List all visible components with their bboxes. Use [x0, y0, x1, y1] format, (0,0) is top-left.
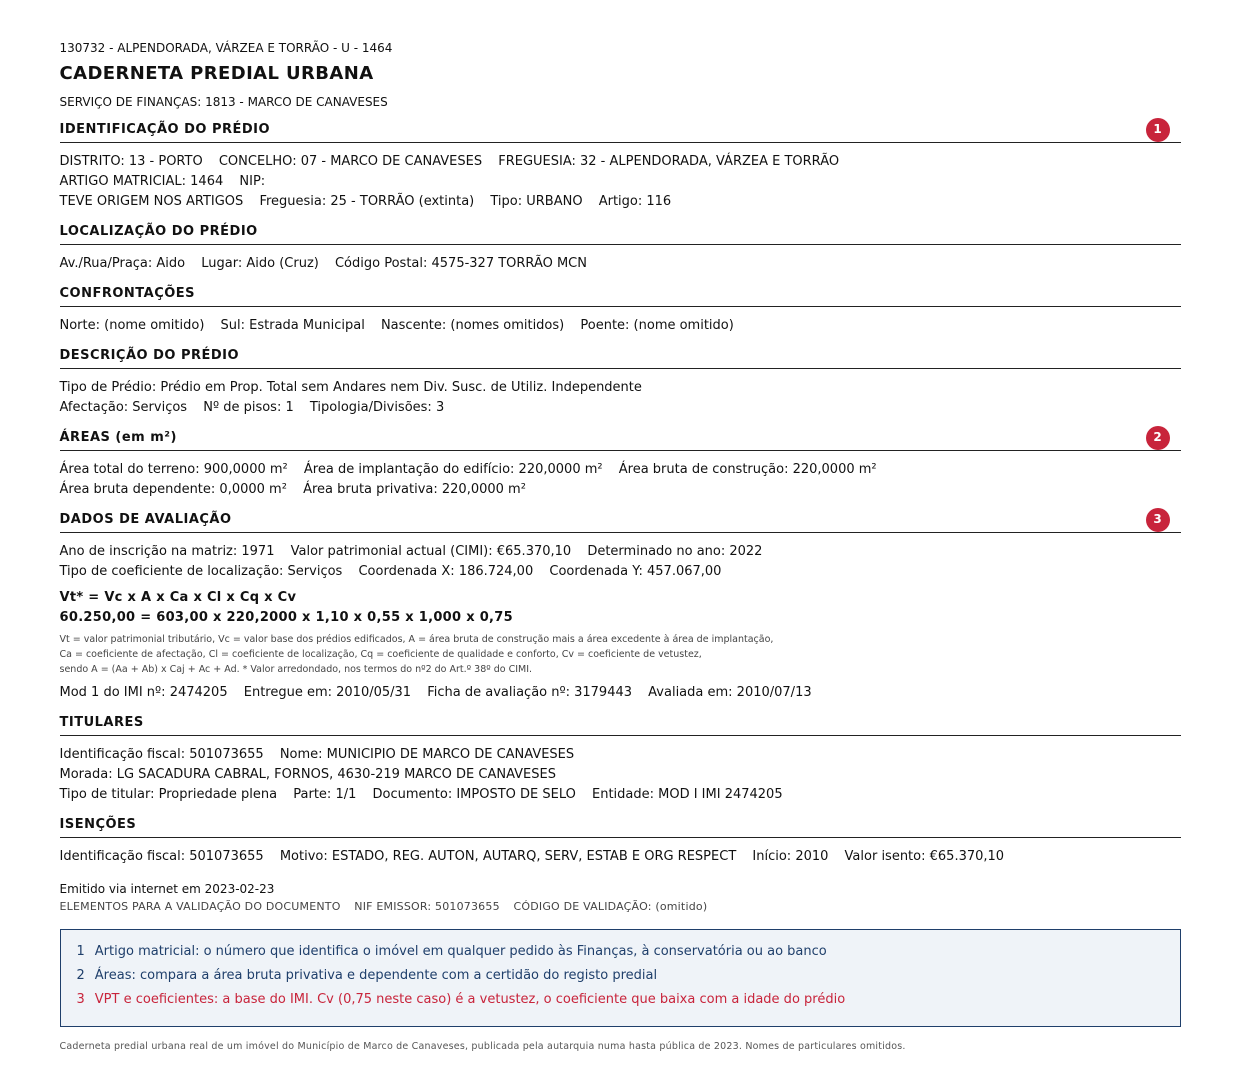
- note-item: [77, 964, 1164, 988]
- note-text: Áreas: compara a área bruta privativa e dependente com a certidão do registo predial: [94, 968, 658, 983]
- avaliacao-row-2: [60, 562, 1181, 582]
- origem-freguesia: Freguesia: 25 - TORRÃO (extinta): [259, 194, 475, 209]
- ficha-avaliacao: Ficha de avaliação nº: 3179443: [427, 685, 633, 700]
- codigo-postal: Código Postal: 4575-327 TORRÃO MCN: [334, 256, 587, 271]
- section-areas: [60, 430, 1181, 500]
- validation-label: ELEMENTOS PARA A VALIDAÇÃO DO DOCUMENTO: [59, 900, 341, 913]
- section-heading: LOCALIZAÇÃO DO PRÉDIO: [60, 224, 1181, 245]
- address-row: [60, 254, 1181, 274]
- origem-row: [60, 192, 1181, 212]
- nif-emissor: NIF EMISSOR: 501073655: [354, 900, 500, 913]
- document-page: [60, 0, 1181, 1052]
- norte: Norte: (nome omitido): [59, 318, 205, 333]
- titular-row-1: [60, 745, 1181, 765]
- codigo-validacao: CÓDIGO DE VALIDAÇÃO: (omitido): [513, 900, 708, 913]
- afectacao-row: [60, 398, 1181, 418]
- page-title: CADERNETA PREDIAL URBANA: [59, 63, 374, 84]
- areas-row-2: [60, 480, 1181, 500]
- determinado-ano: Determinado no ano: 2022: [587, 544, 763, 559]
- sul: Sul: Estrada Municipal: [220, 318, 365, 333]
- note-text: Artigo matricial: o número que identifica o imóvel em qualquer pedido às Finanças, à conservatória ou ao banco: [94, 944, 827, 959]
- note-number: 1: [76, 944, 85, 959]
- section-heading: ÁREAS (em m²): [60, 430, 1181, 451]
- note-item: [77, 940, 1164, 964]
- coordenada-x: Coordenada X: 186.724,00: [358, 564, 534, 579]
- legend-line: sendo A = (Aa + Ab) x Caj + Ac + Ad. * Valor arredondado, nos termos do nº2 do Art.º 38º do CIMI.: [59, 664, 533, 675]
- isencao-row: [60, 847, 1181, 867]
- formula-legend: [60, 632, 1181, 677]
- source-caption: Caderneta predial urbana real de um imóvel do Município de Marco de Canaveses, publicada pela autarquia numa hasta pública de 2023. Nomes de particulares omitidos.: [59, 1041, 906, 1052]
- confrontacoes-row: [60, 316, 1181, 336]
- tipo-predio: Tipo de Prédio: Prédio em Prop. Total sem Andares nem Div. Susc. de Utiliz. Independente: [59, 380, 642, 395]
- avaliacao-row-1: [60, 542, 1181, 562]
- pisos: Nº de pisos: 1: [203, 400, 294, 415]
- freguesia: FREGUESIA: 32 - ALPENDORADA, VÁRZEA E TORRÃO: [498, 154, 840, 169]
- isencao-nif: Identificação fiscal: 501073655: [59, 849, 264, 864]
- titular-nome: Nome: MUNICIPIO DE MARCO DE CANAVESES: [279, 747, 575, 762]
- formula-values: 60.250,00 = 603,00 x 220,2000 x 1,10 x 0,55 x 1,000 x 0,75: [59, 610, 513, 625]
- formula: Vt* = Vc x A x Ca x Cl x Cq x Cv: [59, 590, 297, 605]
- entregue: Entregue em: 2010/05/31: [243, 685, 412, 700]
- section-localizacao: [60, 224, 1181, 274]
- nascente: Nascente: (nomes omitidos): [380, 318, 565, 333]
- artigo-row: [60, 172, 1181, 192]
- rua: Av./Rua/Praça: Aido: [59, 256, 186, 271]
- distrito: DISTRITO: 13 - PORTO: [59, 154, 203, 169]
- section-heading: CONFRONTAÇÕES: [60, 286, 1181, 307]
- location-row: [60, 152, 1181, 172]
- coordenada-y: Coordenada Y: 457.067,00: [549, 564, 722, 579]
- area-dependente: Área bruta dependente: 0,0000 m²: [59, 482, 287, 497]
- titular-row-2: [60, 765, 1181, 785]
- avaliada: Avaliada em: 2010/07/13: [648, 685, 812, 700]
- issued-date: Emitido via internet em 2023-02-23: [59, 882, 275, 896]
- coeficiente-localizacao: Tipo de coeficiente de localização: Serviços: [59, 564, 343, 579]
- mod1-row: [60, 683, 1181, 703]
- mod1: Mod 1 do IMI nº: 2474205: [59, 685, 228, 700]
- tipologia: Tipologia/Divisões: 3: [309, 400, 445, 415]
- validation-info: [60, 899, 1181, 915]
- section-confrontacoes: [60, 286, 1181, 336]
- annotation-badge-1: 1: [1146, 118, 1170, 142]
- titular-documento: Documento: IMPOSTO DE SELO: [372, 787, 576, 802]
- section-titulares: [60, 715, 1181, 805]
- area-construcao: Área bruta de construção: 220,0000 m²: [618, 462, 877, 477]
- areas-row-1: [60, 460, 1181, 480]
- section-heading: TITULARES: [60, 715, 1181, 736]
- legend-line: Ca = coeficiente de afectação, Cl = coeficiente de localização, Cq = coeficiente de qualidade e conforto, Cv = coeficiente de vetustez,: [59, 649, 702, 660]
- legend-line: Vt = valor patrimonial tributário, Vc = valor base dos prédios edificados, A = área bruta de construção mais a área excedente à área de implantação,: [59, 634, 774, 645]
- note-number: 3: [76, 992, 85, 1007]
- artigo-matricial: ARTIGO MATRICIAL: 1464: [59, 174, 224, 189]
- valor-patrimonial: Valor patrimonial actual (CIMI): €65.370,10: [290, 544, 572, 559]
- ano-inscricao: Ano de inscrição na matriz: 1971: [59, 544, 275, 559]
- isencao-valor: Valor isento: €65.370,10: [844, 849, 1005, 864]
- nip: NIP:: [239, 174, 266, 189]
- origem-label: TEVE ORIGEM NOS ARTIGOS: [59, 194, 244, 209]
- section-heading: DADOS DE AVALIAÇÃO: [60, 512, 1181, 533]
- annotation-badge-2: 2: [1146, 426, 1170, 450]
- section-descricao: [60, 348, 1181, 418]
- isencao-motivo: Motivo: ESTADO, REG. AUTON, AUTARQ, SERV, ESTAB E ORG RESPECT: [279, 849, 737, 864]
- formula-block: [60, 588, 1181, 628]
- note-text: VPT e coeficientes: a base do IMI. Cv (0,75 neste caso) é a vetustez, o coeficiente que baixa com a idade do prédio: [94, 992, 846, 1007]
- poente: Poente: (nome omitido): [580, 318, 734, 333]
- tax-service: SERVIÇO DE FINANÇAS: 1813 - MARCO DE CANAVESES: [59, 95, 388, 109]
- origem-tipo: Tipo: URBANO: [490, 194, 583, 209]
- origem-artigo: Artigo: 116: [598, 194, 672, 209]
- lugar: Lugar: Aido (Cruz): [201, 256, 319, 271]
- tipo-predio-row: [60, 378, 1181, 398]
- annotation-notes: [60, 929, 1181, 1027]
- titular-tipo: Tipo de titular: Propriedade plena: [59, 787, 278, 802]
- document-reference: 130732 - ALPENDORADA, VÁRZEA E TORRÃO - U - 1464: [59, 41, 393, 55]
- afectacao: Afectação: Serviços: [59, 400, 188, 415]
- area-terreno: Área total do terreno: 900,0000 m²: [59, 462, 288, 477]
- area-privativa: Área bruta privativa: 220,0000 m²: [303, 482, 526, 497]
- area-implantacao: Área de implantação do edifício: 220,0000 m²: [303, 462, 603, 477]
- note-number: 2: [76, 968, 85, 983]
- annotation-badge-3: 3: [1146, 508, 1170, 532]
- section-heading: IDENTIFICAÇÃO DO PRÉDIO: [60, 122, 1181, 143]
- titular-nif: Identificação fiscal: 501073655: [59, 747, 264, 762]
- isencao-inicio: Início: 2010: [752, 849, 829, 864]
- note-item: [77, 988, 1164, 1012]
- titular-entidade: Entidade: MOD I IMI 2474205: [591, 787, 783, 802]
- titular-row-3: [60, 785, 1181, 805]
- titular-morada: Morada: LG SACADURA CABRAL, FORNOS, 4630-219 MARCO DE CANAVESES: [59, 767, 556, 782]
- section-heading: DESCRIÇÃO DO PRÉDIO: [60, 348, 1181, 369]
- section-isencoes: [60, 817, 1181, 867]
- titular-parte: Parte: 1/1: [293, 787, 357, 802]
- section-identificacao: [60, 122, 1181, 212]
- section-avaliacao: [60, 512, 1181, 703]
- concelho: CONCELHO: 07 - MARCO DE CANAVESES: [218, 154, 483, 169]
- section-heading: ISENÇÕES: [60, 817, 1181, 838]
